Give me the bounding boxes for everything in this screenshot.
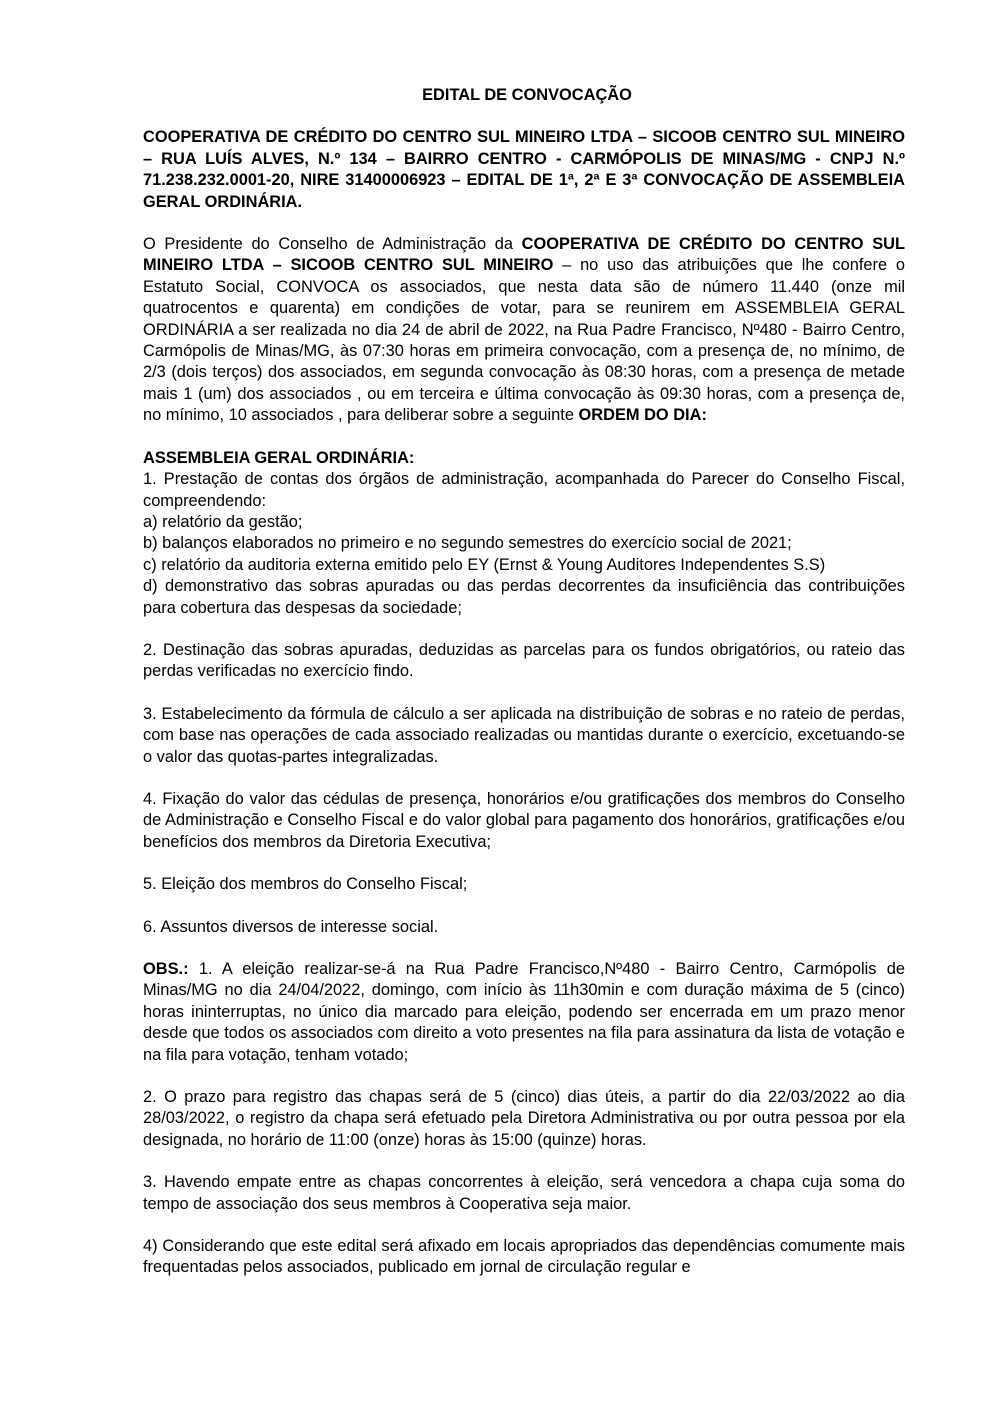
document-title: EDITAL DE CONVOCAÇÃO	[422, 86, 632, 104]
obs-note-3: 3. Havendo empate entre as chapas concorrentes à eleição, será vencedora a chapa cuja soma do tempo de associação dos seus membros à Cooperativa seja maior.	[143, 1173, 905, 1213]
document-heading: COOPERATIVA DE CRÉDITO DO CENTRO SUL MINEIRO LTDA – SICOOB CENTRO SUL MINEIRO – RUA LUÍS ALVES, N.º 134 – BAIRRO CENTRO - CARMÓPOLIS DE MINAS/MG - CNPJ N.º 71.238.232.0001-20, NIRE 31400006923 – EDITAL DE 1ª, 2ª E 3ª CONVOCAÇÃO DE ASSEMBLEIA GERAL ORDINÁRIA.	[143, 128, 905, 211]
obs-note-1-text: 1. A eleição realizar-se-á na Rua Padre Francisco,Nº480 - Bairro Centro, Carmópolis de Minas/MG no dia 24/04/2022, domingo, com início às 11h30min e com duração máxima de 5 (cinco) horas ininterruptas, no único dia marcado para eleição, podendo ser encerrada em um prazo menor desde que todos os associados com direito a voto presentes na fila para assinatura da lista de votação e na fila para votação, tenham votado;	[143, 960, 905, 1064]
agenda-item-5: 5. Eleição dos membros do Conselho Fiscal;	[143, 875, 468, 894]
assembly-section	[143, 448, 905, 619]
agenda-item-1b: b) balanços elaborados no primeiro e no segundo semestres do exercício social de 2021;	[143, 534, 792, 553]
agenda-item-4: 4. Fixação do valor das cédulas de presença, honorários e/ou gratificações dos membros do Conselho de Administração e Conselho Fiscal e do valor global para pagamento dos honorários, gratificações e/ou benefícios dos membros da Diretoria Executiva;	[143, 789, 905, 851]
intro-body: – no uso das atribuições que lhe confere o Estatuto Social, CONVOCA os associados, que nesta data são de número 11.440 (onze mil quatrocentos e quarenta) em condições de votar, para se reunirem em ASSEMBLEIA GERAL ORDINÁRIA a ser realizada no dia 24 de abril de 2022, na Rua Padre Francisco, Nº480 - Bairro Centro, Carmópolis de Minas/MG, às 07:30 horas em primeira convocação, com a presença de, no mínimo, de 2/3 (dois terços) dos associados, em segunda convocação às 08:30 horas, com a presença de metade mais 1 (um) dos associados , ou em terceira e última convocação às 09:30 horas, com a presença de, no mínimo, 10 associados , para deliberar sobre a seguinte	[143, 256, 905, 425]
intro-coop-name: COOPERATIVA DE CRÉDITO DO CENTRO SUL MINEIRO LTDA – SICOOB CENTRO SUL MINEIRO	[143, 235, 905, 275]
obs-label: OBS.:	[143, 960, 189, 978]
assembly-title: ASSEMBLEIA GERAL ORDINÁRIA:	[143, 448, 415, 467]
obs-note-1	[143, 959, 905, 1066]
obs-note-2: 2. O prazo para registro das chapas será de 5 (cinco) dias úteis, a partir do dia 22/03/2022 ao dia 28/03/2022, o registro da chapa será efetuado pela Diretora Administrativa ou por outra pessoa por ela designada, no horário de 11:00 (onze) horas às 15:00 (quinze) horas.	[143, 1088, 905, 1149]
agenda-item-1: 1. Prestação de contas dos órgãos de administração, acompanhada do Parecer do Conselho Fiscal, compreendendo:	[143, 470, 905, 510]
intro-lead: O Presidente do Conselho de Administração da	[143, 235, 522, 254]
intro-paragraph	[143, 234, 905, 427]
agenda-item-1d: d) demonstrativo das sobras apuradas ou das perdas decorrentes da insuficiência das contribuições para cobertura das despesas da sociedade;	[143, 577, 905, 617]
agenda-item-2: 2. Destinação das sobras apuradas, deduzidas as parcelas para os fundos obrigatórios, ou rateio das perdas verificadas no exercício findo.	[143, 640, 905, 681]
agenda-item-6: 6. Assuntos diversos de interesse social.	[143, 917, 439, 936]
agenda-item-3: 3. Estabelecimento da fórmula de cálculo a ser aplicada na distribuição de sobras e no rateio de perdas, com base nas operações de cada associado realizadas ou mantidas durante o exercício, excetuando-se o valor das quotas-partes integralizadas.	[143, 704, 905, 766]
agenda-item-1a: a) relatório da gestão;	[143, 512, 303, 531]
document-page	[143, 85, 905, 1279]
agenda-item-1c: c) relatório da auditoria externa emitido pelo EY (Ernst & Young Auditores Independentes S.S)	[143, 555, 826, 574]
agenda-label: ORDEM DO DIA:	[578, 406, 707, 425]
obs-note-4: 4) Considerando que este edital será afixado em locais apropriados das dependências comumente mais frequentadas pelos associados, publicado em jornal de circulação regular e	[143, 1237, 905, 1277]
